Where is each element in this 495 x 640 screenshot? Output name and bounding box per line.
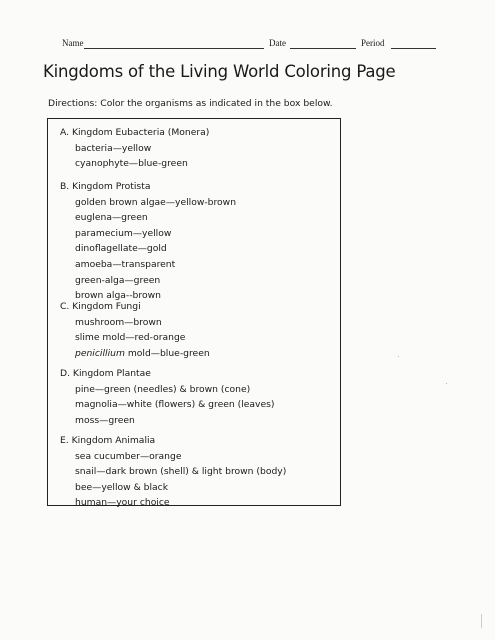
organism-item: paramecium—yellow xyxy=(75,227,172,239)
organism-item: bacteria—yellow xyxy=(75,142,152,154)
organism-color: mold—blue-green xyxy=(124,347,210,359)
organism-item: human—your choice xyxy=(75,497,170,509)
page-title: Kingdoms of the Living World Coloring Page xyxy=(43,62,396,81)
period-blank-line xyxy=(391,48,436,49)
organism-item: bee—yellow & black xyxy=(75,481,169,493)
organism-item: pine—green (needles) & brown (cone) xyxy=(75,383,251,395)
kingdom-title: C. Kingdom Fungi xyxy=(60,301,141,312)
organism-item: mushroom—brown xyxy=(75,316,162,328)
organism-item: slime mold—red-orange xyxy=(75,332,186,344)
kingdom-section-fungi xyxy=(60,299,210,361)
organism-item: amoeba—transparent xyxy=(75,258,176,270)
organism-genus-italic: penicillium xyxy=(75,347,125,359)
kingdom-title: D. Kingdom Plantae xyxy=(60,368,151,379)
organism-item: cyanophyte—blue-green xyxy=(75,158,188,170)
scan-speck xyxy=(481,614,482,628)
scan-speck xyxy=(446,383,447,384)
name-label: Name xyxy=(62,38,84,48)
organism-item: dinoflagellate—gold xyxy=(75,243,167,255)
kingdom-title: A. Kingdom Eubacteria (Monera) xyxy=(60,127,210,138)
organism-item: euglena—green xyxy=(75,212,148,224)
organism-item: snail—dark brown (shell) & light brown (body) xyxy=(75,466,287,478)
kingdom-section-eubacteria xyxy=(60,125,209,172)
instructions-box xyxy=(47,118,341,509)
date-label: Date xyxy=(269,38,286,48)
scan-speck xyxy=(398,356,399,357)
organism-item: golden brown algae—yellow-brown xyxy=(75,196,237,208)
directions-text: Directions: Color the organisms as indicated in the box below. xyxy=(48,98,333,109)
organism-item: sea cucumber—orange xyxy=(75,450,182,462)
kingdom-title: E. Kingdom Animalia xyxy=(60,435,156,446)
kingdom-section-protista xyxy=(60,179,236,304)
organism-item: magnolia—white (flowers) & green (leaves) xyxy=(75,399,275,411)
worksheet-header xyxy=(0,38,495,52)
organism-item: moss—green xyxy=(75,414,135,426)
name-blank-line xyxy=(84,48,264,49)
date-blank-line xyxy=(290,48,356,49)
organism-item: green-alga—green xyxy=(75,274,161,286)
period-label: Period xyxy=(361,38,385,48)
kingdom-title: B. Kingdom Protista xyxy=(60,181,151,192)
organism-item: brown alga--brown xyxy=(75,290,161,302)
kingdom-section-animalia xyxy=(60,433,286,511)
kingdom-section-plantae xyxy=(60,366,275,428)
organism-item xyxy=(60,346,210,362)
